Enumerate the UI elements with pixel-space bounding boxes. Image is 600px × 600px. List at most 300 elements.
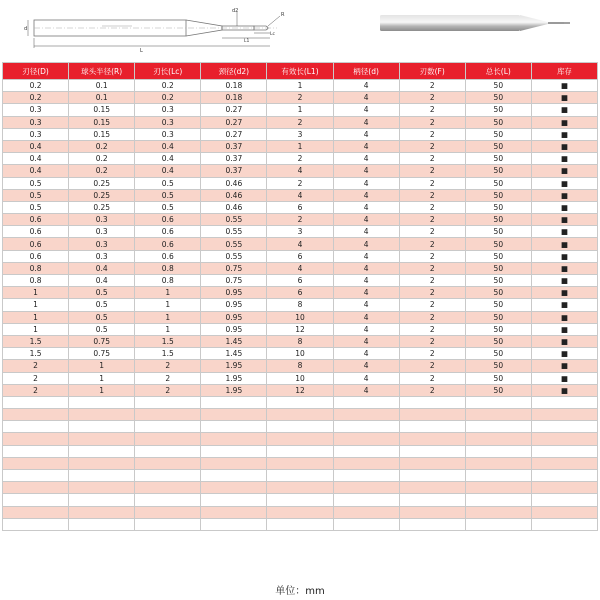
table-cell: [267, 518, 333, 530]
table-cell: [3, 518, 69, 530]
table-cell: 0.4: [3, 165, 69, 177]
table-cell: 4: [333, 323, 399, 335]
table-cell: 0.37: [201, 153, 267, 165]
table-cell: 50: [465, 250, 531, 262]
table-cell: [399, 494, 465, 506]
table-cell: [69, 445, 135, 457]
table-cell: 1.95: [201, 360, 267, 372]
table-cell: [399, 518, 465, 530]
table-cell: [333, 457, 399, 469]
table-cell: 50: [465, 128, 531, 140]
table-cell: 0.5: [69, 311, 135, 323]
table-row: [3, 287, 598, 299]
table-cell: 0.2: [3, 80, 69, 92]
table-cell: 0.2: [69, 140, 135, 152]
table-cell: 0.37: [201, 165, 267, 177]
table-cell: [531, 482, 597, 494]
table-cell: 8: [267, 299, 333, 311]
table-cell: 0.25: [69, 189, 135, 201]
table-cell: [201, 482, 267, 494]
table-cell: 2: [267, 116, 333, 128]
table-cell: [3, 433, 69, 445]
table-row: [3, 262, 598, 274]
table-row: [3, 177, 598, 189]
table-row: [3, 140, 598, 152]
table-cell: 4: [333, 360, 399, 372]
table-cell: 0.5: [3, 177, 69, 189]
table-cell: [267, 421, 333, 433]
table-row: [3, 128, 598, 140]
table-cell: 50: [465, 238, 531, 250]
table-cell: ■: [531, 165, 597, 177]
empty-table-row: [3, 494, 598, 506]
table-cell: ■: [531, 384, 597, 396]
table-cell: 2: [399, 311, 465, 323]
table-cell: [465, 470, 531, 482]
table-cell: [399, 421, 465, 433]
table-cell: [135, 409, 201, 421]
table-row: [3, 348, 598, 360]
table-cell: 2: [399, 323, 465, 335]
table-cell: 0.46: [201, 201, 267, 213]
table-cell: 50: [465, 80, 531, 92]
table-cell: 50: [465, 177, 531, 189]
table-cell: [3, 396, 69, 408]
table-cell: 50: [465, 299, 531, 311]
table-row: [3, 116, 598, 128]
table-cell: [531, 409, 597, 421]
table-cell: [531, 518, 597, 530]
table-cell: 2: [399, 165, 465, 177]
table-cell: 0.3: [69, 250, 135, 262]
table-cell: 50: [465, 323, 531, 335]
table-cell: 2: [399, 250, 465, 262]
table-cell: 50: [465, 189, 531, 201]
table-cell: 1: [135, 287, 201, 299]
table-cell: 0.5: [3, 201, 69, 213]
table-cell: [3, 470, 69, 482]
table-cell: 0.4: [69, 275, 135, 287]
table-cell: [465, 396, 531, 408]
table-cell: 0.6: [3, 226, 69, 238]
table-cell: [201, 518, 267, 530]
table-cell: [531, 433, 597, 445]
table-cell: [267, 396, 333, 408]
table-cell: 0.8: [135, 262, 201, 274]
table-cell: [69, 482, 135, 494]
empty-table-row: [3, 433, 598, 445]
tool-dimension-drawing: [22, 4, 292, 54]
table-cell: 6: [267, 250, 333, 262]
table-cell: 10: [267, 348, 333, 360]
table-row: [3, 238, 598, 250]
header-effective-length: 有效长(L1): [267, 63, 333, 80]
empty-table-row: [3, 396, 598, 408]
table-cell: [531, 457, 597, 469]
label-d2: d2: [232, 8, 239, 14]
table-cell: 2: [399, 384, 465, 396]
table-cell: 4: [333, 226, 399, 238]
table-cell: [3, 506, 69, 518]
table-cell: [531, 494, 597, 506]
table-cell: [69, 470, 135, 482]
table-cell: [465, 482, 531, 494]
table-cell: 2: [399, 275, 465, 287]
table-cell: 4: [333, 335, 399, 347]
table-cell: 0.15: [69, 116, 135, 128]
table-cell: [531, 396, 597, 408]
table-cell: 6: [267, 287, 333, 299]
unit-note: 单位：mm: [275, 586, 325, 597]
table-cell: [135, 506, 201, 518]
header-flutes: 刃数(F): [399, 63, 465, 80]
table-cell: 1.5: [3, 335, 69, 347]
table-cell: 0.6: [135, 226, 201, 238]
header-blade-length: 刃长(Lc): [135, 63, 201, 80]
table-cell: 0.6: [135, 214, 201, 226]
table-cell: 0.27: [201, 128, 267, 140]
table-cell: 0.75: [69, 348, 135, 360]
table-cell: 0.6: [3, 238, 69, 250]
table-cell: [267, 506, 333, 518]
table-cell: 4: [333, 80, 399, 92]
table-cell: 1: [3, 287, 69, 299]
table-cell: 0.3: [3, 116, 69, 128]
table-row: [3, 226, 598, 238]
table-cell: 0.5: [135, 201, 201, 213]
table-cell: 4: [267, 189, 333, 201]
table-cell: 0.46: [201, 189, 267, 201]
table-row: [3, 335, 598, 347]
table-cell: 2: [267, 92, 333, 104]
table-cell: ■: [531, 116, 597, 128]
table-cell: 2: [399, 335, 465, 347]
table-cell: 4: [333, 299, 399, 311]
table-cell: 12: [267, 323, 333, 335]
table-cell: 4: [333, 250, 399, 262]
table-cell: 0.1: [69, 80, 135, 92]
table-cell: 0.37: [201, 140, 267, 152]
table-cell: 2: [135, 372, 201, 384]
table-cell: 1: [3, 323, 69, 335]
table-cell: 2: [399, 238, 465, 250]
table-row: [3, 323, 598, 335]
table-cell: [399, 470, 465, 482]
table-cell: 4: [333, 177, 399, 189]
table-header-row: [3, 63, 598, 80]
table-cell: 4: [333, 140, 399, 152]
table-cell: 50: [465, 214, 531, 226]
label-l1: L1: [244, 39, 250, 44]
table-cell: [333, 494, 399, 506]
label-l: L: [140, 48, 143, 54]
table-cell: 10: [267, 311, 333, 323]
table-cell: 0.8: [135, 275, 201, 287]
table-cell: 0.8: [3, 275, 69, 287]
table-cell: [3, 421, 69, 433]
header-neck-diameter: 颈径(d2): [201, 63, 267, 80]
table-cell: [399, 409, 465, 421]
table-cell: [333, 482, 399, 494]
table-cell: 0.5: [3, 189, 69, 201]
table-cell: 0.2: [69, 153, 135, 165]
table-cell: ■: [531, 104, 597, 116]
table-cell: 0.46: [201, 177, 267, 189]
table-cell: 8: [267, 360, 333, 372]
table-cell: 4: [333, 153, 399, 165]
table-cell: 1.5: [3, 348, 69, 360]
table-cell: 50: [465, 335, 531, 347]
empty-table-row: [3, 506, 598, 518]
table-cell: 50: [465, 275, 531, 287]
table-cell: 0.3: [135, 116, 201, 128]
table-cell: 1.95: [201, 372, 267, 384]
table-cell: 1: [69, 360, 135, 372]
table-cell: [267, 470, 333, 482]
table-cell: ■: [531, 311, 597, 323]
table-cell: 0.5: [135, 189, 201, 201]
table-cell: [201, 421, 267, 433]
table-cell: 0.18: [201, 92, 267, 104]
table-cell: 2: [399, 92, 465, 104]
table-cell: [267, 457, 333, 469]
table-cell: 50: [465, 116, 531, 128]
table-cell: [3, 457, 69, 469]
table-cell: 50: [465, 384, 531, 396]
table-cell: 1: [69, 384, 135, 396]
table-cell: 50: [465, 360, 531, 372]
table-cell: 1: [135, 299, 201, 311]
table-cell: 50: [465, 104, 531, 116]
table-cell: 0.25: [69, 201, 135, 213]
table-cell: ■: [531, 372, 597, 384]
table-cell: 4: [333, 189, 399, 201]
table-cell: 4: [333, 104, 399, 116]
table-cell: 4: [333, 128, 399, 140]
table-cell: ■: [531, 140, 597, 152]
table-cell: 0.6: [3, 214, 69, 226]
table-cell: [201, 506, 267, 518]
table-cell: [267, 445, 333, 457]
table-cell: [3, 494, 69, 506]
table-cell: 0.6: [135, 238, 201, 250]
table-cell: [135, 494, 201, 506]
table-row: [3, 153, 598, 165]
table-cell: [531, 421, 597, 433]
table-cell: 50: [465, 287, 531, 299]
table-cell: 50: [465, 311, 531, 323]
table-cell: [69, 457, 135, 469]
table-cell: ■: [531, 299, 597, 311]
table-cell: 0.3: [3, 128, 69, 140]
table-cell: [135, 470, 201, 482]
table-cell: 0.3: [135, 128, 201, 140]
table-cell: 0.55: [201, 226, 267, 238]
table-cell: 2: [399, 177, 465, 189]
table-cell: [3, 409, 69, 421]
table-cell: [69, 494, 135, 506]
table-cell: 50: [465, 372, 531, 384]
table-cell: 2: [135, 360, 201, 372]
table-cell: [465, 409, 531, 421]
table-cell: 4: [333, 348, 399, 360]
table-cell: 2: [399, 140, 465, 152]
table-cell: ■: [531, 189, 597, 201]
label-lc: Lc: [270, 32, 275, 37]
table-cell: 0.8: [3, 262, 69, 274]
table-cell: 0.2: [135, 92, 201, 104]
table-cell: 0.3: [69, 214, 135, 226]
empty-table-row: [3, 470, 598, 482]
table-cell: [399, 396, 465, 408]
table-cell: 0.3: [69, 226, 135, 238]
table-cell: [333, 409, 399, 421]
table-cell: 0.4: [3, 140, 69, 152]
table-cell: 1: [3, 299, 69, 311]
table-cell: [465, 433, 531, 445]
table-cell: ■: [531, 128, 597, 140]
table-cell: 6: [267, 201, 333, 213]
table-cell: 1: [135, 323, 201, 335]
table-row: [3, 250, 598, 262]
table-cell: [135, 421, 201, 433]
table-cell: 1: [267, 140, 333, 152]
table-cell: 0.95: [201, 287, 267, 299]
table-cell: 2: [3, 360, 69, 372]
table-cell: [201, 433, 267, 445]
table-cell: 1.95: [201, 384, 267, 396]
table-cell: 2: [3, 384, 69, 396]
table-cell: 0.3: [135, 104, 201, 116]
table-cell: ■: [531, 214, 597, 226]
table-cell: 0.25: [69, 177, 135, 189]
table-cell: [333, 421, 399, 433]
table-cell: [201, 445, 267, 457]
table-row: [3, 189, 598, 201]
table-cell: [69, 396, 135, 408]
table-cell: [3, 482, 69, 494]
table-row: [3, 299, 598, 311]
table-cell: [333, 506, 399, 518]
empty-table-row: [3, 518, 598, 530]
table-row: [3, 360, 598, 372]
table-cell: 3: [267, 128, 333, 140]
table-cell: 0.5: [135, 177, 201, 189]
table-row: [3, 104, 598, 116]
table-cell: ■: [531, 201, 597, 213]
empty-table-row: [3, 421, 598, 433]
table-cell: 1.5: [135, 348, 201, 360]
table-cell: [201, 409, 267, 421]
table-cell: 0.6: [135, 250, 201, 262]
table-cell: [135, 445, 201, 457]
empty-table-row: [3, 445, 598, 457]
table-cell: [69, 421, 135, 433]
table-cell: [465, 518, 531, 530]
empty-table-row: [3, 409, 598, 421]
table-cell: 10: [267, 372, 333, 384]
table-cell: 8: [267, 335, 333, 347]
table-cell: [201, 470, 267, 482]
table-cell: 0.55: [201, 250, 267, 262]
table-cell: ■: [531, 153, 597, 165]
table-cell: [465, 494, 531, 506]
empty-table-row: [3, 482, 598, 494]
table-cell: ■: [531, 177, 597, 189]
table-cell: 0.75: [201, 275, 267, 287]
table-row: [3, 275, 598, 287]
table-cell: ■: [531, 335, 597, 347]
label-d: d: [24, 26, 28, 32]
table-cell: 0.5: [69, 287, 135, 299]
table-cell: 2: [267, 177, 333, 189]
table-cell: [399, 482, 465, 494]
table-cell: [333, 445, 399, 457]
table-cell: 4: [267, 165, 333, 177]
table-cell: 2: [399, 360, 465, 372]
table-cell: 0.55: [201, 214, 267, 226]
table-cell: [69, 409, 135, 421]
table-cell: ■: [531, 238, 597, 250]
table-cell: 50: [465, 153, 531, 165]
header-stock: 库存: [531, 63, 597, 80]
table-cell: [135, 518, 201, 530]
table-cell: 2: [3, 372, 69, 384]
table-cell: ■: [531, 287, 597, 299]
table-cell: 50: [465, 140, 531, 152]
table-cell: [135, 457, 201, 469]
table-cell: 4: [333, 287, 399, 299]
table-cell: [465, 421, 531, 433]
table-cell: [399, 506, 465, 518]
table-cell: ■: [531, 275, 597, 287]
table-cell: 0.4: [135, 165, 201, 177]
table-cell: 1: [267, 80, 333, 92]
table-cell: 2: [399, 262, 465, 274]
table-cell: 1: [3, 311, 69, 323]
table-cell: ■: [531, 250, 597, 262]
table-cell: 1: [135, 311, 201, 323]
table-cell: [399, 433, 465, 445]
table-cell: 0.18: [201, 80, 267, 92]
table-cell: [399, 457, 465, 469]
table-cell: [135, 482, 201, 494]
table-cell: [267, 482, 333, 494]
table-cell: 50: [465, 348, 531, 360]
table-cell: 0.95: [201, 311, 267, 323]
table-cell: 2: [399, 226, 465, 238]
table-cell: 0.5: [69, 299, 135, 311]
table-cell: ■: [531, 80, 597, 92]
table-cell: ■: [531, 360, 597, 372]
table-row: [3, 80, 598, 92]
header-total-length: 总长(L): [465, 63, 531, 80]
table-cell: 1.45: [201, 335, 267, 347]
table-cell: 2: [399, 189, 465, 201]
table-cell: [201, 396, 267, 408]
table-cell: [531, 470, 597, 482]
table-cell: [333, 470, 399, 482]
table-cell: [333, 433, 399, 445]
table-cell: [267, 494, 333, 506]
table-cell: 2: [399, 128, 465, 140]
table-cell: 0.3: [3, 104, 69, 116]
table-row: [3, 201, 598, 213]
table-cell: 50: [465, 226, 531, 238]
table-cell: 50: [465, 92, 531, 104]
header-blade-diameter: 刃径(D): [3, 63, 69, 80]
table-cell: ■: [531, 262, 597, 274]
